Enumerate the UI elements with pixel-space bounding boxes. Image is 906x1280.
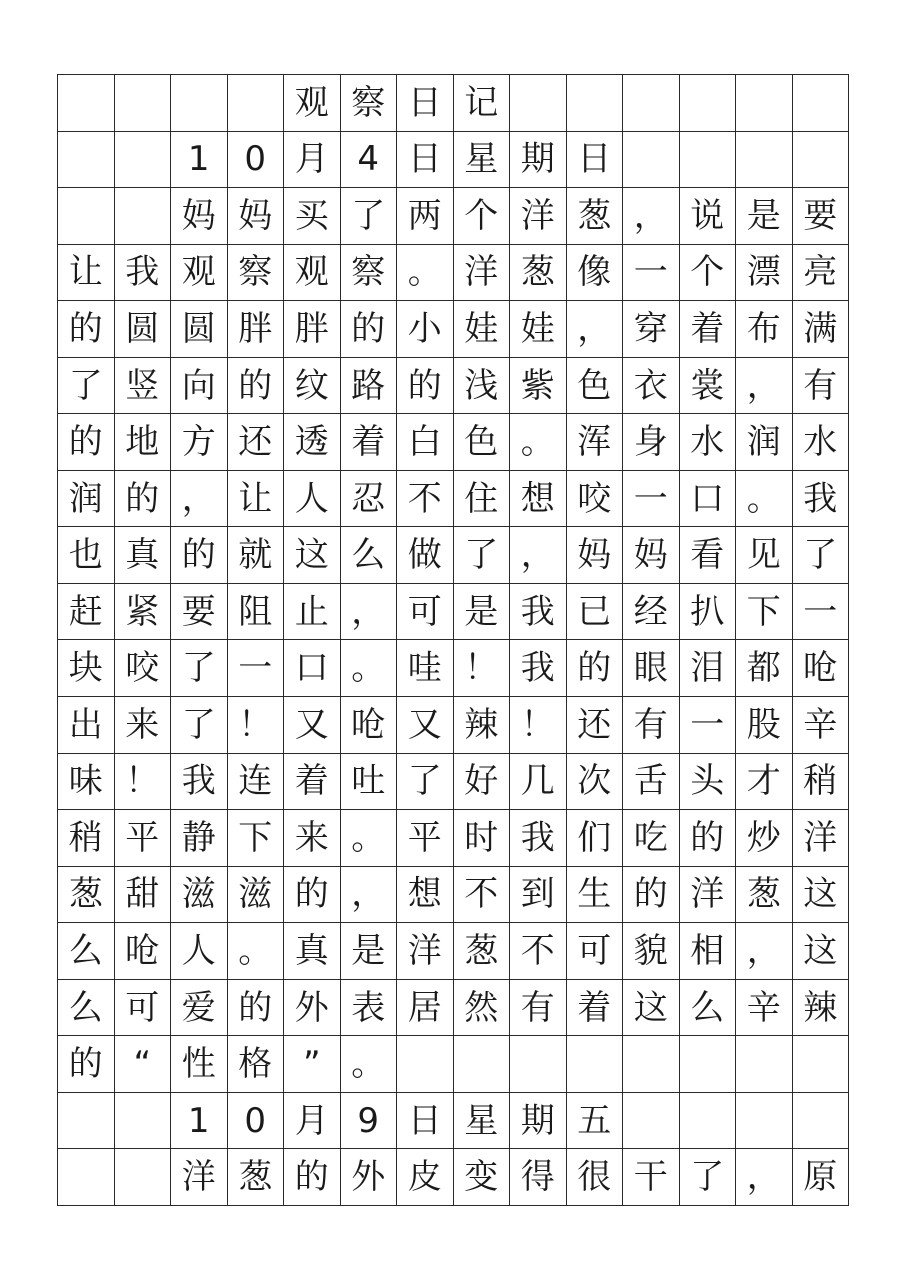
grid-cell: 。 (341, 810, 398, 867)
grid-cell: ， (510, 527, 567, 584)
grid-cell: 水 (793, 414, 850, 471)
grid-cell: 想 (397, 867, 454, 924)
grid-cell: 下 (736, 584, 793, 641)
grid-cell: 么 (58, 923, 115, 980)
grid-cell: 这 (793, 923, 850, 980)
grid-cell: 么 (680, 980, 737, 1037)
grid-cell: 这 (793, 867, 850, 924)
grid-cell: 着 (284, 754, 341, 811)
grid-cell: 星 (454, 1093, 511, 1150)
grid-cell: ！ (454, 640, 511, 697)
grid-cell: 是 (454, 584, 511, 641)
grid-cell: 色 (454, 414, 511, 471)
grid-cell: 咬 (567, 471, 624, 528)
grid-cell: ， (736, 923, 793, 980)
grid-cell (510, 1036, 567, 1093)
grid-cell: 像 (567, 245, 624, 302)
grid-cell: 洋 (454, 245, 511, 302)
grid-cell: 们 (567, 810, 624, 867)
grid-cell: 期 (510, 1093, 567, 1150)
grid-cell: 我 (793, 471, 850, 528)
grid-cell: 吐 (341, 754, 398, 811)
grid-cell: 不 (454, 867, 511, 924)
grid-cell: 葱 (228, 1149, 285, 1206)
grid-cell: 平 (397, 810, 454, 867)
grid-cell: 的 (58, 414, 115, 471)
grid-cell: 竖 (115, 358, 172, 415)
grid-cell: 观 (284, 245, 341, 302)
grid-cell: 几 (510, 754, 567, 811)
grid-cell: 哇 (397, 640, 454, 697)
grid-cell (680, 132, 737, 189)
grid-cell (115, 132, 172, 189)
grid-cell: 干 (623, 1149, 680, 1206)
grid-cell: 呛 (341, 697, 398, 754)
grid-cell: 穿 (623, 301, 680, 358)
grid-cell: 了 (171, 697, 228, 754)
grid-cell: 我 (510, 640, 567, 697)
grid-cell (736, 75, 793, 132)
grid-cell: 头 (680, 754, 737, 811)
grid-cell (58, 1149, 115, 1206)
grid-cell: 满 (793, 301, 850, 358)
grid-cell: 润 (736, 414, 793, 471)
grid-cell (623, 1093, 680, 1150)
grid-cell: 的 (397, 358, 454, 415)
grid-cell (680, 75, 737, 132)
grid-cell: 透 (284, 414, 341, 471)
grid-cell: 漂 (736, 245, 793, 302)
grid-cell: 甜 (115, 867, 172, 924)
grid-cell: 1 (171, 132, 228, 189)
grid-cell: 出 (58, 697, 115, 754)
grid-cell: 的 (228, 358, 285, 415)
grid-cell: 咬 (115, 640, 172, 697)
grid-cell: 又 (397, 697, 454, 754)
grid-cell: 娃 (510, 301, 567, 358)
grid-cell (793, 1036, 850, 1093)
grid-cell: 到 (510, 867, 567, 924)
grid-cell: 也 (58, 527, 115, 584)
grid-cell: 可 (567, 923, 624, 980)
grid-cell: 的 (567, 640, 624, 697)
grid-cell: 一 (623, 245, 680, 302)
grid-cell: 貌 (623, 923, 680, 980)
grid-cell: 。 (341, 640, 398, 697)
grid-cell: 日 (397, 75, 454, 132)
grid-cell: 爱 (171, 980, 228, 1037)
grid-cell: 向 (171, 358, 228, 415)
grid-cell: 的 (115, 471, 172, 528)
grid-cell (58, 188, 115, 245)
grid-cell (623, 1036, 680, 1093)
grid-cell (171, 75, 228, 132)
grid-cell: 这 (623, 980, 680, 1037)
grid-cell: 还 (228, 414, 285, 471)
grid-cell (397, 1036, 454, 1093)
grid-cell: 月 (284, 132, 341, 189)
grid-cell: 人 (284, 471, 341, 528)
grid-cell: 静 (171, 810, 228, 867)
grid-cell: 星 (454, 132, 511, 189)
grid-cell: 妈 (171, 188, 228, 245)
grid-cell: 了 (454, 527, 511, 584)
grid-cell (680, 1093, 737, 1150)
grid-cell: ， (736, 358, 793, 415)
grid-cell: 圆 (171, 301, 228, 358)
grid-cell (793, 1093, 850, 1150)
grid-cell: 我 (171, 754, 228, 811)
grid-cell (115, 188, 172, 245)
grid-cell: 要 (793, 188, 850, 245)
grid-cell: 。 (397, 245, 454, 302)
grid-cell: 让 (228, 471, 285, 528)
grid-cell (115, 1093, 172, 1150)
grid-cell: 真 (284, 923, 341, 980)
grid-cell: 。 (510, 414, 567, 471)
grid-cell: 可 (397, 584, 454, 641)
grid-cell: 很 (567, 1149, 624, 1206)
grid-cell (736, 132, 793, 189)
grid-cell: 原 (793, 1149, 850, 1206)
grid-cell: 妈 (567, 527, 624, 584)
grid-cell: 滋 (171, 867, 228, 924)
grid-cell: ， (623, 188, 680, 245)
grid-cell: 了 (171, 640, 228, 697)
grid-cell: 辣 (793, 980, 850, 1037)
grid-cell: ！ (115, 754, 172, 811)
grid-cell: 辣 (454, 697, 511, 754)
grid-cell: 说 (680, 188, 737, 245)
grid-cell: 0 (228, 1093, 285, 1150)
grid-cell: 了 (793, 527, 850, 584)
grid-cell: 我 (510, 584, 567, 641)
grid-cell: 着 (341, 414, 398, 471)
grid-cell (793, 132, 850, 189)
grid-cell: 娃 (454, 301, 511, 358)
grid-cell: 变 (454, 1149, 511, 1206)
grid-cell: 的 (58, 1036, 115, 1093)
grid-cell: 亮 (793, 245, 850, 302)
grid-cell: 吃 (623, 810, 680, 867)
grid-cell: 我 (115, 245, 172, 302)
grid-cell: 紧 (115, 584, 172, 641)
grid-cell: 的 (284, 867, 341, 924)
grid-cell: 居 (397, 980, 454, 1037)
grid-cell: 看 (680, 527, 737, 584)
grid-cell: “ (115, 1036, 172, 1093)
grid-cell: 时 (454, 810, 511, 867)
grid-cell (228, 75, 285, 132)
grid-cell: 真 (115, 527, 172, 584)
grid-cell: 泪 (680, 640, 737, 697)
grid-cell: 炒 (736, 810, 793, 867)
grid-cell: 的 (171, 527, 228, 584)
grid-cell: 0 (228, 132, 285, 189)
grid-cell: 就 (228, 527, 285, 584)
grid-cell: 已 (567, 584, 624, 641)
grid-cell: 外 (284, 980, 341, 1037)
grid-cell: 一 (623, 471, 680, 528)
grid-cell: 葱 (736, 867, 793, 924)
grid-cell: 小 (397, 301, 454, 358)
grid-cell: 经 (623, 584, 680, 641)
grid-cell: 观 (171, 245, 228, 302)
grid-cell: 的 (284, 1149, 341, 1206)
grid-cell (567, 1036, 624, 1093)
grid-cell: 阻 (228, 584, 285, 641)
grid-cell: 买 (284, 188, 341, 245)
grid-cell: 月 (284, 1093, 341, 1150)
grid-cell: 生 (567, 867, 624, 924)
grid-cell: 人 (171, 923, 228, 980)
grid-cell (736, 1093, 793, 1150)
grid-cell: 9 (341, 1093, 398, 1150)
grid-cell: 的 (58, 301, 115, 358)
grid-cell: 着 (680, 301, 737, 358)
grid-cell: 赶 (58, 584, 115, 641)
grid-cell: 观 (284, 75, 341, 132)
grid-cell: 有 (793, 358, 850, 415)
grid-cell: ， (341, 867, 398, 924)
grid-cell: 。 (736, 471, 793, 528)
grid-cell: 身 (623, 414, 680, 471)
grid-cell: ！ (510, 697, 567, 754)
grid-cell: 来 (115, 697, 172, 754)
grid-cell: ， (567, 301, 624, 358)
grid-cell: 润 (58, 471, 115, 528)
grid-cell: 口 (284, 640, 341, 697)
grid-cell: 股 (736, 697, 793, 754)
grid-cell: 日 (397, 1093, 454, 1150)
grid-cell: 了 (397, 754, 454, 811)
grid-cell: 可 (115, 980, 172, 1037)
grid-cell: 了 (341, 188, 398, 245)
grid-cell: 扒 (680, 584, 737, 641)
grid-cell: 止 (284, 584, 341, 641)
grid-cell: 个 (680, 245, 737, 302)
grid-cell: 浑 (567, 414, 624, 471)
grid-cell: 是 (341, 923, 398, 980)
grid-cell: 一 (793, 584, 850, 641)
grid-cell: 住 (454, 471, 511, 528)
grid-cell (680, 1036, 737, 1093)
grid-cell: 日 (567, 132, 624, 189)
grid-cell (567, 75, 624, 132)
grid-cell: 洋 (793, 810, 850, 867)
grid-cell: 方 (171, 414, 228, 471)
grid-cell: 妈 (623, 527, 680, 584)
grid-cell: 辛 (793, 697, 850, 754)
grid-cell: 察 (341, 245, 398, 302)
grid-cell: 忍 (341, 471, 398, 528)
grid-cell (115, 1149, 172, 1206)
grid-cell: 一 (680, 697, 737, 754)
grid-cell: 的 (341, 301, 398, 358)
grid-cell: 洋 (680, 867, 737, 924)
grid-cell: 这 (284, 527, 341, 584)
grid-cell: 然 (454, 980, 511, 1037)
grid-cell: 口 (680, 471, 737, 528)
grid-cell (736, 1036, 793, 1093)
grid-cell: 不 (397, 471, 454, 528)
grid-cell: 葱 (454, 923, 511, 980)
grid-cell: 。 (341, 1036, 398, 1093)
grid-cell: 有 (510, 980, 567, 1037)
grid-cell: 连 (228, 754, 285, 811)
grid-cell (115, 75, 172, 132)
grid-cell: 浅 (454, 358, 511, 415)
grid-cell: 做 (397, 527, 454, 584)
grid-cell: 妈 (228, 188, 285, 245)
grid-cell: 来 (284, 810, 341, 867)
grid-cell: 皮 (397, 1149, 454, 1206)
grid-cell: 都 (736, 640, 793, 697)
grid-cell: 期 (510, 132, 567, 189)
grid-cell (793, 75, 850, 132)
grid-cell (623, 132, 680, 189)
grid-cell: 日 (397, 132, 454, 189)
grid-cell: 察 (341, 75, 398, 132)
grid-cell: 要 (171, 584, 228, 641)
grid-cell (58, 1093, 115, 1150)
grid-cell: 得 (510, 1149, 567, 1206)
grid-cell: 胖 (284, 301, 341, 358)
grid-cell: 的 (228, 980, 285, 1037)
grid-cell: 4 (341, 132, 398, 189)
grid-cell: 察 (228, 245, 285, 302)
grid-cell: 舌 (623, 754, 680, 811)
grid-cell: 滋 (228, 867, 285, 924)
grid-cell: 记 (454, 75, 511, 132)
grid-cell: 了 (680, 1149, 737, 1206)
grid-cell: 呛 (115, 923, 172, 980)
grid-cell: 格 (228, 1036, 285, 1093)
grid-cell (510, 75, 567, 132)
grid-cell: 洋 (171, 1149, 228, 1206)
grid-cell: 么 (341, 527, 398, 584)
grid-cell: ！ (228, 697, 285, 754)
grid-cell: 相 (680, 923, 737, 980)
grid-cell: 裳 (680, 358, 737, 415)
grid-cell: 一 (228, 640, 285, 697)
grid-cell: 表 (341, 980, 398, 1037)
grid-cell: 平 (115, 810, 172, 867)
grid-cell: 不 (510, 923, 567, 980)
grid-cell: 紫 (510, 358, 567, 415)
grid-cell: 好 (454, 754, 511, 811)
grid-cell (623, 75, 680, 132)
grid-cell: 色 (567, 358, 624, 415)
grid-cell: 个 (454, 188, 511, 245)
grid-cell: 纹 (284, 358, 341, 415)
grid-cell: 葱 (58, 867, 115, 924)
grid-cell: 味 (58, 754, 115, 811)
grid-cell: 圆 (115, 301, 172, 358)
grid-cell: 布 (736, 301, 793, 358)
grid-cell: 两 (397, 188, 454, 245)
grid-cell: 性 (171, 1036, 228, 1093)
grid-cell: 是 (736, 188, 793, 245)
grid-cell: 洋 (397, 923, 454, 980)
grid-cell: 又 (284, 697, 341, 754)
grid-cell: 1 (171, 1093, 228, 1150)
grid-cell: 葱 (510, 245, 567, 302)
grid-cell: 洋 (510, 188, 567, 245)
grid-cell: 想 (510, 471, 567, 528)
grid-cell: 葱 (567, 188, 624, 245)
grid-cell: 稍 (793, 754, 850, 811)
grid-cell: ” (284, 1036, 341, 1093)
grid-cell: 次 (567, 754, 624, 811)
grid-cell: 的 (623, 867, 680, 924)
grid-cell: 路 (341, 358, 398, 415)
grid-cell (58, 132, 115, 189)
grid-cell: 稍 (58, 810, 115, 867)
grid-cell: 下 (228, 810, 285, 867)
grid-cell: 还 (567, 697, 624, 754)
grid-cell: 水 (680, 414, 737, 471)
grid-cell: 胖 (228, 301, 285, 358)
grid-cell: 了 (58, 358, 115, 415)
grid-cell (58, 75, 115, 132)
grid-cell: 着 (567, 980, 624, 1037)
grid-cell: 白 (397, 414, 454, 471)
grid-cell: 让 (58, 245, 115, 302)
grid-cell: 我 (510, 810, 567, 867)
grid-cell: 有 (623, 697, 680, 754)
grid-cell: 五 (567, 1093, 624, 1150)
grid-cell: 眼 (623, 640, 680, 697)
grid-cell: 呛 (793, 640, 850, 697)
grid-cell: ， (341, 584, 398, 641)
grid-cell (454, 1036, 511, 1093)
grid-cell: 见 (736, 527, 793, 584)
grid-cell: 衣 (623, 358, 680, 415)
grid-cell: 么 (58, 980, 115, 1037)
grid-cell: 外 (341, 1149, 398, 1206)
composition-grid (57, 74, 849, 1206)
grid-cell: 。 (228, 923, 285, 980)
grid-cell: 块 (58, 640, 115, 697)
grid-cell: 才 (736, 754, 793, 811)
grid-cell: 的 (680, 810, 737, 867)
grid-cell: ， (171, 471, 228, 528)
grid-cell: 地 (115, 414, 172, 471)
grid-cell: ， (736, 1149, 793, 1206)
grid-cell: 辛 (736, 980, 793, 1037)
